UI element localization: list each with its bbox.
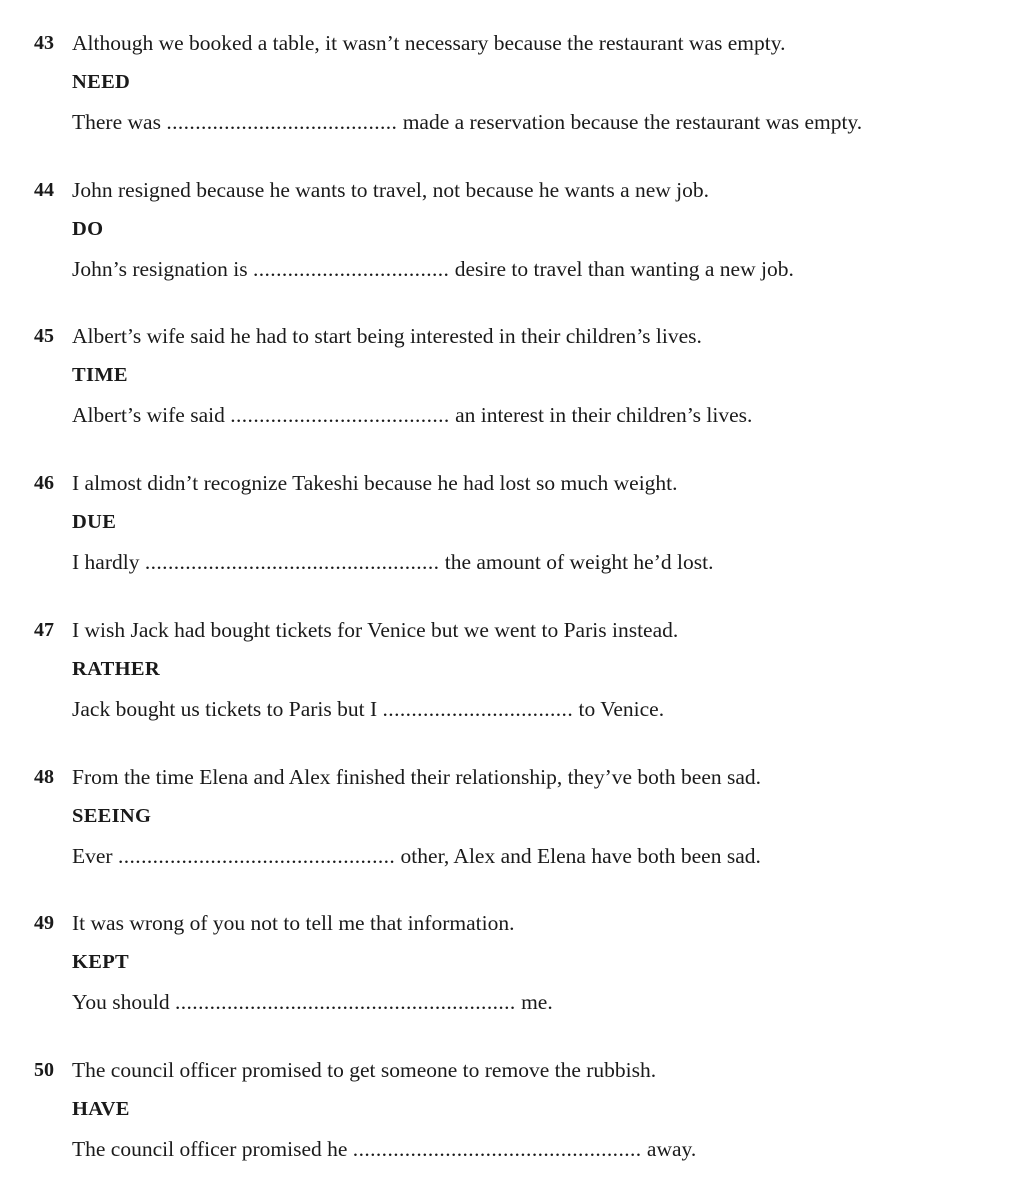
completion-before: Albert’s wife said xyxy=(72,403,231,427)
completion-line xyxy=(72,107,862,137)
completion-before: Jack bought us tickets to Paris but I xyxy=(72,697,383,721)
question-keyword: TIME xyxy=(72,364,128,386)
question-sentence: From the time Elena and Alex finished their relationship, they’ve both been sad. xyxy=(72,765,762,789)
answer-gap: ........................................................... xyxy=(174,990,516,1014)
completion-before: John’s resignation is xyxy=(72,257,253,281)
question-sentence: Although we booked a table, it wasn’t necessary because the restaurant was empty. xyxy=(72,31,786,55)
question-number: 48 xyxy=(34,766,54,788)
completion-after: desire to travel than wanting a new job. xyxy=(449,257,794,281)
completion-line xyxy=(72,254,794,284)
question-49 xyxy=(0,888,1024,1028)
answer-gap: ................................................ xyxy=(117,844,396,868)
completion-before: Ever xyxy=(72,844,118,868)
question-sentence: I almost didn’t recognize Takeshi because he had lost so much weight. xyxy=(72,471,678,495)
question-number: 50 xyxy=(34,1059,54,1081)
completion-after: me. xyxy=(515,990,553,1014)
question-keyword: DO xyxy=(72,218,104,240)
completion-line xyxy=(72,1134,696,1164)
question-46 xyxy=(0,448,1024,588)
question-sentence: I wish Jack had bought tickets for Venice but we went to Paris instead. xyxy=(72,618,679,642)
question-47 xyxy=(0,595,1024,735)
completion-after: the amount of weight he’d lost. xyxy=(439,550,714,574)
question-keyword: KEPT xyxy=(72,951,130,973)
completion-after: away. xyxy=(641,1137,697,1161)
question-sentence: It was wrong of you not to tell me that information. xyxy=(72,911,515,935)
question-number: 45 xyxy=(34,325,54,347)
completion-before: I hardly xyxy=(72,550,145,574)
completion-line xyxy=(72,547,713,577)
question-44 xyxy=(0,155,1024,295)
answer-gap: ........................................ xyxy=(166,110,398,134)
question-sentence: John resigned because he wants to travel, not because he wants a new job. xyxy=(72,178,710,202)
answer-gap: ...................................... xyxy=(230,403,450,427)
question-sentence: The council officer promised to get someone to remove the rubbish. xyxy=(72,1058,657,1082)
answer-gap: ................................................... xyxy=(144,550,440,574)
question-keyword: RATHER xyxy=(72,658,160,680)
completion-before: You should xyxy=(72,990,175,1014)
question-45 xyxy=(0,301,1024,441)
question-48 xyxy=(0,742,1024,882)
completion-line xyxy=(72,400,752,430)
question-sentence: Albert’s wife said he had to start being interested in their children’s lives. xyxy=(72,324,702,348)
question-number: 46 xyxy=(34,472,54,494)
answer-gap: .................................. xyxy=(252,257,450,281)
completion-line xyxy=(72,841,761,871)
question-keyword: HAVE xyxy=(72,1098,130,1120)
question-number: 43 xyxy=(34,32,54,54)
question-keyword: DUE xyxy=(72,511,117,533)
completion-before: The council officer promised he xyxy=(72,1137,353,1161)
answer-gap: ................................. xyxy=(382,697,574,721)
completion-after: other, Alex and Elena have both been sad. xyxy=(395,844,761,868)
question-50 xyxy=(0,1035,1024,1175)
answer-gap: .................................................. xyxy=(352,1137,642,1161)
completion-line xyxy=(72,694,664,724)
completion-after: to Venice. xyxy=(573,697,665,721)
question-number: 49 xyxy=(34,912,54,934)
completion-after: made a reservation because the restaurant was empty. xyxy=(397,110,863,134)
question-number: 44 xyxy=(34,179,54,201)
completion-after: an interest in their children’s lives. xyxy=(449,403,753,427)
question-keyword: SEEING xyxy=(72,805,152,827)
question-keyword: NEED xyxy=(72,71,131,93)
question-43 xyxy=(0,8,1024,148)
completion-before: There was xyxy=(72,110,167,134)
question-number: 47 xyxy=(34,619,54,641)
completion-line xyxy=(72,987,553,1017)
